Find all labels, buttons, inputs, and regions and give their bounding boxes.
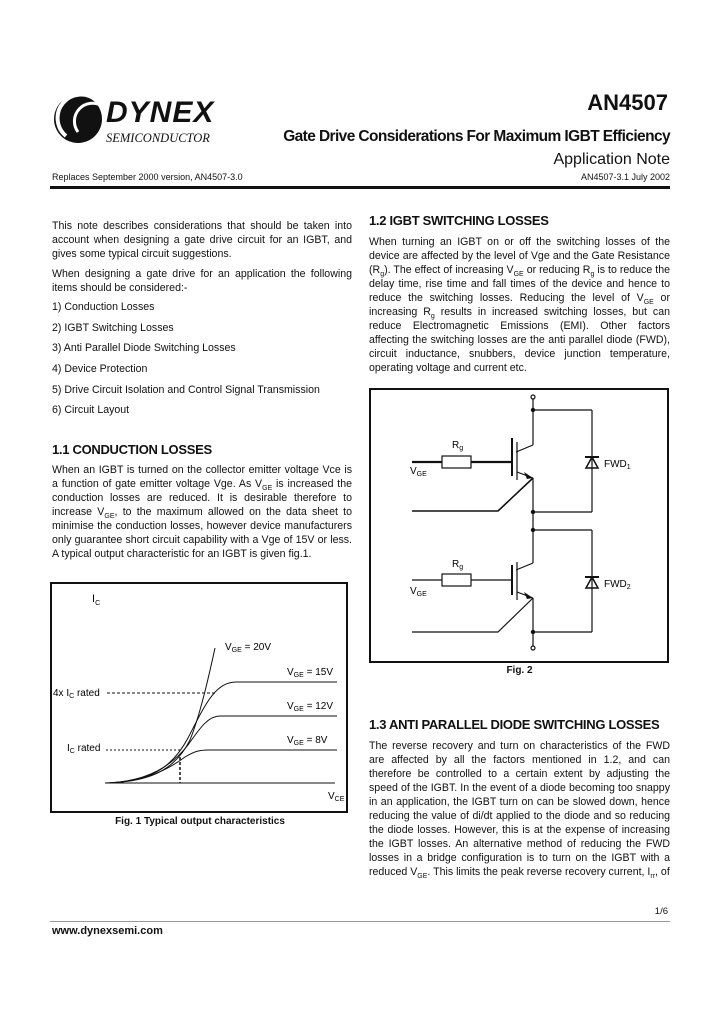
bottom-terminal — [531, 646, 535, 650]
list-item: 5) Drive Circuit Isolation and Control Signal Transmission — [52, 383, 320, 396]
curve-label: $V_{GE} = 8V$ — [287, 735, 328, 747]
svg-text:DYNEX: DYNEX — [106, 96, 215, 129]
section-1-3-heading: 1.3 ANTI PARALLEL DIODE SWITCHING LOSSES — [369, 717, 660, 732]
curve-label: $V_{GE} = 12V$ — [287, 701, 333, 713]
section-1-2-paragraph: When turning an IGBT on or off the switching losses of the device are affected by the level of Vge and the Gate Resistance $(R_g)$. The effect of increasing $V_{GE}$ or reducing $R_g$ is to reduce the delay time, rise time and fall times of the device and hence to reduce the switching losses. Reducing the level of $V_{GE}$ or increasing $R_g$ results in increased switching losses, but can reduce Electromagnetic Emissions (EMI). Other factors affecting the switching losses are the anti parallel diode (FWD), circuit inductance, snubbers, device junction temperature, operating voltage and current etc. — [369, 236, 670, 374]
footer-rule — [50, 921, 670, 922]
rg-label-top: $R_g$ — [452, 440, 464, 452]
page-number: 1/6 — [654, 906, 668, 917]
intro-paragraph: This note describes considerations that should be taken into account when designing a gate drive circuit for an IGBT, and gives some typical circuit suggestions. — [52, 220, 352, 260]
replaces-note: Replaces September 2000 version, AN4507-3.0 — [52, 172, 243, 182]
list-item: 3) Anti Parallel Diode Switching Losses — [52, 342, 236, 355]
fig2-frame — [370, 389, 668, 662]
y-axis-label: $I_C$ — [92, 593, 101, 607]
doc-type: Application Note — [553, 151, 670, 168]
ref-label-1x: $I_C$ rated — [67, 743, 101, 755]
fig1-output-characteristics — [50, 582, 348, 813]
curve-label: $V_{GE} = 20V$ — [225, 642, 271, 654]
left-column — [52, 219, 352, 425]
fig1-caption: Fig. 1 Typical output characteristics — [115, 816, 285, 827]
list-item: 1) Conduction Losses — [52, 301, 155, 313]
list-item: 2) IGBT Switching Losses — [52, 321, 174, 334]
section-1-2-heading: 1.2 IGBT SWITCHING LOSSES — [369, 213, 549, 228]
ref-label-4x: 4x $I_C$ rated — [53, 688, 100, 700]
curve-vge-20v — [105, 648, 215, 783]
gate-resistor-bottom — [442, 574, 471, 586]
x-axis-label: $V_{CE}$ — [328, 791, 345, 803]
doc-number: AN4507 — [587, 90, 668, 115]
fig2-caption: Fig. 2 — [506, 665, 533, 676]
fwd1-label: $FWD_1$ — [604, 459, 631, 471]
section-1-1-heading: 1.1 CONDUCTION LOSSES — [52, 442, 212, 457]
vge-label-top: $V_{GE}$ — [410, 466, 427, 478]
website-link[interactable]: www.dynexsemi.com — [52, 925, 163, 937]
top-terminal — [531, 395, 535, 399]
svg-text:SEMICONDUCTOR: SEMICONDUCTOR — [106, 131, 210, 145]
list-item: 4) Device Protection — [52, 363, 148, 376]
rg-label-bottom: $R_g$ — [452, 559, 464, 571]
doc-title: Gate Drive Considerations For Maximum IGBT Efficiency — [283, 128, 670, 145]
section-1-3-paragraph: The reverse recovery and turn on characteristics of the FWD are affected by all the factors mentioned in 1.2, and can therefore be controlled to a certain extent by adjusting the speed of the IGBT. In the event of a diode becoming too snappy in an application, the IGBT turn on can be slowed down, hence reducing the value of di/dt applied to the diode and so reducing the diode losses. However, this is at the expense of increasing the IGBT losses. An alternative method of reducing the FWD losses in a bridge configuration is to turn on the IGBT with a reduced $V_{GE}$. This limits the peak reverse recovery current, $I_{rr}$, of — [369, 740, 670, 881]
gate-resistor-top — [442, 456, 471, 468]
fwd2-label: $FWD_2$ — [604, 579, 631, 591]
fig2-half-bridge-circuit — [369, 388, 670, 664]
version-date: AN4507-3.1 July 2002 — [580, 172, 670, 182]
vge-label-bottom: $V_{GE}$ — [410, 586, 427, 598]
section-1-1-paragraph: When an IGBT is turned on the collector emitter voltage Vce is a function of gate emitter voltage Vge. As $V_{GE}$ is increased the conduction losses are reduced. It is desirable therefore to increase $V_{GE}$, to the maximum allowed on the data sheet to minimise the conduction losses, however device manufacturers only guarantee short circuit capability with a Vge of 15V or less. A typical output characteristic for an IGBT is given fig.1. — [52, 464, 352, 560]
dynex-logo — [52, 92, 242, 148]
list-item: 6) Circuit Layout — [52, 404, 130, 417]
curve-label: $V_{GE} = 15V$ — [287, 667, 333, 679]
curve-vge-15v — [105, 682, 337, 783]
header-rule — [50, 186, 670, 189]
intro-paragraph-2: When designing a gate drive for an application the following items should be considered:- — [52, 268, 352, 294]
